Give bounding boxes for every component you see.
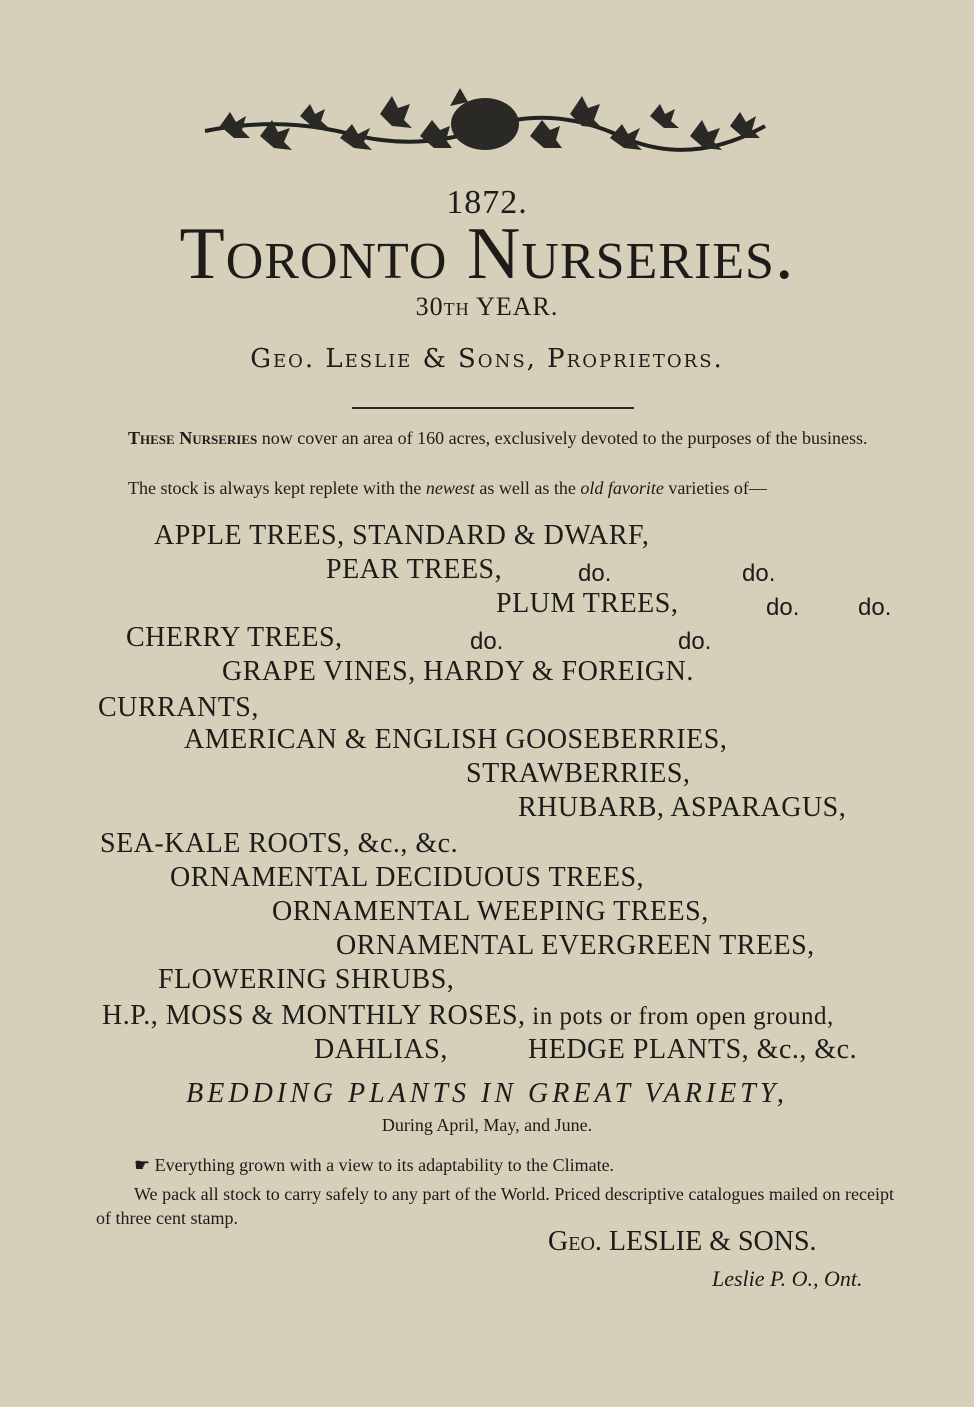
title-text: Toronto Nurseries. [179, 213, 795, 295]
ditto: do. [678, 628, 712, 655]
intro-paragraph-1 [96, 426, 894, 450]
list-item: PEAR TREES, [326, 554, 503, 585]
ditto: do. [578, 560, 612, 587]
list-item: CHERRY TREES, [126, 622, 343, 653]
list-item [102, 1000, 834, 1032]
intro-rest: now cover an area of 160 acres, exclusively devoted to the purposes of the business. [257, 428, 868, 448]
list-item: ORNAMENTAL WEEPING TREES, [272, 896, 709, 927]
intro2-b: as well as the [474, 478, 581, 498]
list-item: STRAWBERRIES, [466, 758, 691, 789]
ditto: do. [858, 594, 892, 621]
signature: Geo. LESLIE & SONS. [548, 1226, 817, 1257]
list-item: APPLE TREES, STANDARD & DWARF, [154, 520, 650, 551]
bedding-headline: BEDDING PLANTS IN GREAT VARIETY, [186, 1078, 788, 1109]
climate-text: Everything grown with a view to its adaptability to the Climate. [154, 1155, 615, 1175]
year: 1872. [446, 184, 528, 221]
proprietors-text: Geo. Leslie & Sons, Proprietors. [250, 344, 724, 374]
roses-name: H.P., MOSS & MONTHLY ROSES, [102, 1000, 526, 1031]
intro2-c: varieties of— [663, 478, 767, 498]
intro2-a: The stock is always kept replete with the [128, 478, 426, 498]
list-item: ORNAMENTAL DECIDUOUS TREES, [170, 862, 645, 893]
list-item: DAHLIAS, [314, 1034, 448, 1065]
ditto: do. [470, 628, 504, 655]
intro2-newest: newest [425, 478, 475, 498]
intro-paragraph-2 [96, 476, 894, 500]
ditto: do. [766, 594, 800, 621]
packing-note: We pack all stock to carry safely to any part of the World. Priced descriptive catalogues mailed on receipt of three cent stamp. [96, 1184, 894, 1228]
address: Leslie P. O., Ont. [712, 1266, 863, 1291]
list-item: AMERICAN & ENGLISH GOOSEBERRIES, [184, 724, 728, 755]
subtitle-text: 30th YEAR. [415, 292, 559, 321]
roses-suffix: in pots or from open ground, [525, 1003, 834, 1030]
climate-note [134, 1155, 614, 1176]
list-item: HEDGE PLANTS, &c., &c. [528, 1034, 858, 1065]
page-title [0, 212, 974, 297]
intro2-old: old favorite [580, 478, 664, 498]
ditto: do. [742, 560, 776, 587]
list-item: CURRANTS, [98, 692, 259, 723]
ivy-ornament-icon [200, 86, 770, 164]
list-item: ORNAMENTAL EVERGREEN TREES, [336, 930, 815, 961]
list-item: RHUBARB, ASPARAGUS, [518, 792, 847, 823]
intro-lead: These Nurseries [128, 428, 258, 448]
bedding-season: During April, May, and June. [381, 1115, 593, 1135]
list-item: GRAPE VINES, HARDY & FOREIGN. [222, 656, 694, 687]
divider [352, 407, 634, 409]
proprietors [0, 344, 974, 374]
list-item: FLOWERING SHRUBS, [158, 964, 455, 995]
manicule-icon: ☛ [134, 1155, 151, 1175]
list-item: PLUM TREES, [496, 588, 679, 619]
subtitle [0, 292, 974, 322]
list-item: SEA-KALE ROOTS, &c., &c. [100, 828, 459, 859]
